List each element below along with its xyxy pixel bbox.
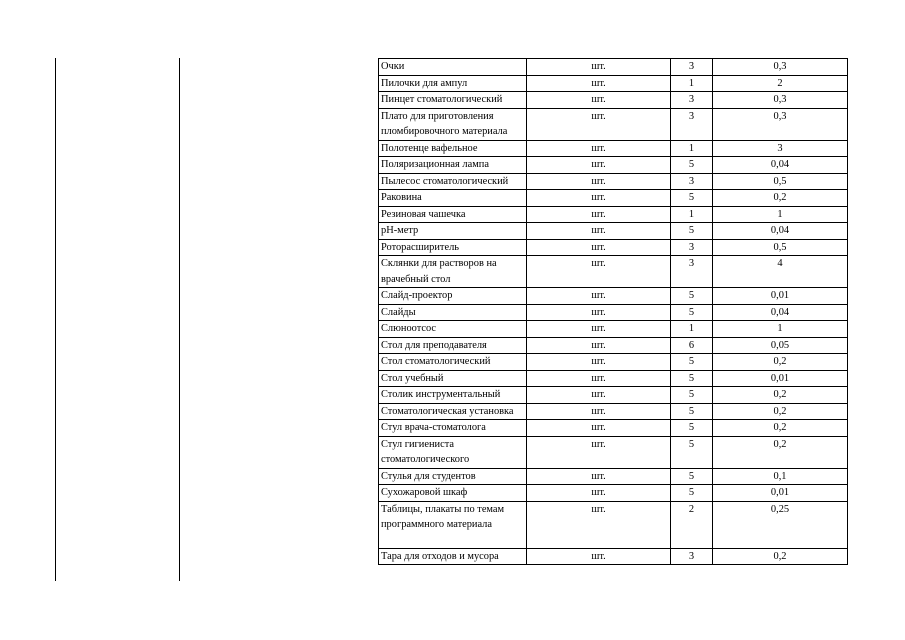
quantity-cell: 3 [671, 108, 713, 140]
unit-cell: шт. [527, 501, 671, 548]
quantity-cell: 1 [671, 321, 713, 338]
table-row [379, 140, 848, 157]
unit-cell: шт. [527, 420, 671, 437]
norm-cell: 0,04 [713, 223, 848, 240]
unit-cell: шт. [527, 337, 671, 354]
norm-cell: 0,2 [713, 436, 848, 468]
item-name-cell: Стол учебный [379, 370, 527, 387]
quantity-cell: 1 [671, 140, 713, 157]
norm-cell: 0,04 [713, 157, 848, 174]
item-name-cell: Роторасширитель [379, 239, 527, 256]
table-row [379, 92, 848, 109]
table-row [379, 223, 848, 240]
quantity-cell: 6 [671, 337, 713, 354]
table-row [379, 288, 848, 305]
norm-cell: 1 [713, 206, 848, 223]
item-name-cell: Стулья для студентов [379, 468, 527, 485]
unit-cell: шт. [527, 59, 671, 76]
middle-margin-line [179, 58, 180, 581]
item-name-cell: Пилочки для ампул [379, 75, 527, 92]
norm-cell: 0,2 [713, 190, 848, 207]
quantity-cell: 5 [671, 420, 713, 437]
norm-cell: 0,01 [713, 485, 848, 502]
equipment-table-body [379, 59, 848, 565]
item-name-cell: Склянки для растворов на врачебный стол [379, 256, 527, 288]
item-name-cell: Раковина [379, 190, 527, 207]
table-row [379, 206, 848, 223]
item-name-cell: Стул гигиениста стоматологического [379, 436, 527, 468]
norm-cell: 0,1 [713, 468, 848, 485]
unit-cell: шт. [527, 239, 671, 256]
norm-cell: 0,2 [713, 354, 848, 371]
table-row [379, 436, 848, 468]
item-name-cell: Стол стоматологический [379, 354, 527, 371]
item-name-cell: Слюноотсос [379, 321, 527, 338]
table-row [379, 239, 848, 256]
item-name-cell: Стол для преподавателя [379, 337, 527, 354]
quantity-cell: 5 [671, 190, 713, 207]
quantity-cell: 3 [671, 239, 713, 256]
table-row [379, 501, 848, 548]
quantity-cell: 1 [671, 206, 713, 223]
quantity-cell: 5 [671, 485, 713, 502]
table-row [379, 256, 848, 288]
unit-cell: шт. [527, 370, 671, 387]
quantity-cell: 5 [671, 157, 713, 174]
table-row [379, 403, 848, 420]
norm-cell: 0,04 [713, 304, 848, 321]
norm-cell: 2 [713, 75, 848, 92]
table-row [379, 370, 848, 387]
norm-cell: 0,01 [713, 370, 848, 387]
table-row [379, 75, 848, 92]
norm-cell: 0,5 [713, 173, 848, 190]
table-row [379, 321, 848, 338]
quantity-cell: 5 [671, 354, 713, 371]
unit-cell: шт. [527, 436, 671, 468]
item-name-cell: Слайды [379, 304, 527, 321]
quantity-cell: 3 [671, 256, 713, 288]
unit-cell: шт. [527, 288, 671, 305]
unit-cell: шт. [527, 206, 671, 223]
item-name-cell: Слайд-проектор [379, 288, 527, 305]
table-row [379, 157, 848, 174]
norm-cell: 0,2 [713, 387, 848, 404]
norm-cell: 0,2 [713, 420, 848, 437]
item-name-cell: Тара для отходов и мусора [379, 548, 527, 565]
item-name-cell: Таблицы, плакаты по темам программного материала [379, 501, 527, 548]
table-row [379, 173, 848, 190]
item-name-cell: Плато для приготовления пломбировочного материала [379, 108, 527, 140]
item-name-cell: Сухожаровой шкаф [379, 485, 527, 502]
quantity-cell: 3 [671, 59, 713, 76]
norm-cell: 0,25 [713, 501, 848, 548]
quantity-cell: 5 [671, 288, 713, 305]
unit-cell: шт. [527, 173, 671, 190]
unit-cell: шт. [527, 321, 671, 338]
unit-cell: шт. [527, 548, 671, 565]
unit-cell: шт. [527, 92, 671, 109]
quantity-cell: 2 [671, 501, 713, 548]
norm-cell: 0,3 [713, 59, 848, 76]
unit-cell: шт. [527, 354, 671, 371]
norm-cell: 3 [713, 140, 848, 157]
table-row [379, 468, 848, 485]
item-name-cell: Пинцет стоматологический [379, 92, 527, 109]
unit-cell: шт. [527, 190, 671, 207]
equipment-table [378, 58, 848, 565]
norm-cell: 4 [713, 256, 848, 288]
table-row [379, 354, 848, 371]
item-name-cell: Столик инструментальный [379, 387, 527, 404]
norm-cell: 0,05 [713, 337, 848, 354]
unit-cell: шт. [527, 468, 671, 485]
table-row [379, 304, 848, 321]
table-row [379, 108, 848, 140]
unit-cell: шт. [527, 256, 671, 288]
norm-cell: 0,3 [713, 108, 848, 140]
table-row [379, 387, 848, 404]
table-row [379, 337, 848, 354]
quantity-cell: 5 [671, 223, 713, 240]
unit-cell: шт. [527, 485, 671, 502]
quantity-cell: 1 [671, 75, 713, 92]
norm-cell: 0,3 [713, 92, 848, 109]
unit-cell: шт. [527, 75, 671, 92]
quantity-cell: 5 [671, 370, 713, 387]
table-row [379, 485, 848, 502]
item-name-cell: Пылесос стоматологический [379, 173, 527, 190]
left-margin-line [55, 58, 56, 581]
item-name-cell: pH-метр [379, 223, 527, 240]
quantity-cell: 3 [671, 92, 713, 109]
item-name-cell: Стоматологическая установка [379, 403, 527, 420]
item-name-cell: Поляризационная лампа [379, 157, 527, 174]
norm-cell: 1 [713, 321, 848, 338]
norm-cell: 0,2 [713, 403, 848, 420]
item-name-cell: Полотенце вафельное [379, 140, 527, 157]
norm-cell: 0,01 [713, 288, 848, 305]
norm-cell: 0,2 [713, 548, 848, 565]
quantity-cell: 5 [671, 403, 713, 420]
quantity-cell: 3 [671, 173, 713, 190]
unit-cell: шт. [527, 157, 671, 174]
unit-cell: шт. [527, 108, 671, 140]
norm-cell: 0,5 [713, 239, 848, 256]
item-name-cell: Резиновая чашечка [379, 206, 527, 223]
item-name-cell: Стул врача-стоматолога [379, 420, 527, 437]
table-row [379, 190, 848, 207]
unit-cell: шт. [527, 403, 671, 420]
unit-cell: шт. [527, 387, 671, 404]
quantity-cell: 5 [671, 387, 713, 404]
quantity-cell: 5 [671, 436, 713, 468]
quantity-cell: 5 [671, 468, 713, 485]
quantity-cell: 5 [671, 304, 713, 321]
unit-cell: шт. [527, 223, 671, 240]
table-row [379, 59, 848, 76]
unit-cell: шт. [527, 140, 671, 157]
table-row [379, 548, 848, 565]
item-name-cell: Очки [379, 59, 527, 76]
quantity-cell: 3 [671, 548, 713, 565]
unit-cell: шт. [527, 304, 671, 321]
table-row [379, 420, 848, 437]
